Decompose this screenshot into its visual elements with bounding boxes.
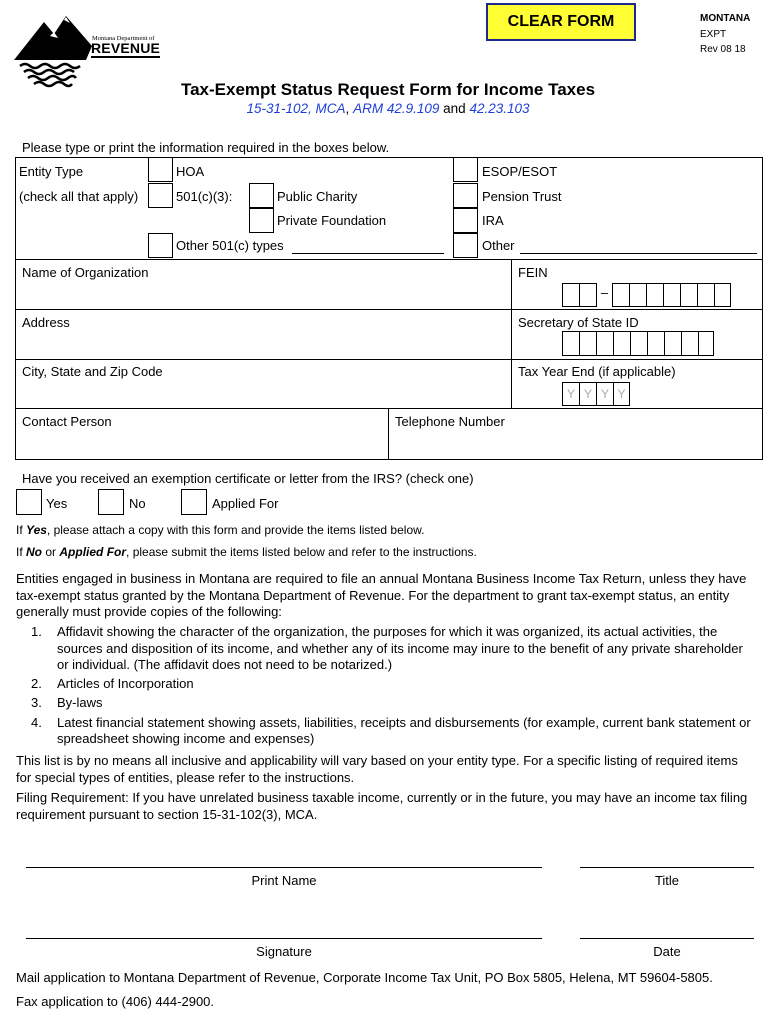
city-input[interactable] <box>20 380 506 406</box>
row-divider <box>15 408 763 409</box>
statute-comma: , <box>345 101 350 116</box>
list-item-text: Latest financial statement showing assets, liabilities, receipts and disbursements (for example, current bank statement or spreadsheet showing income and expenses) <box>57 714 751 746</box>
public-charity-checkbox[interactable] <box>249 183 274 208</box>
pension-trust-checkbox[interactable] <box>453 183 478 208</box>
requirements-list <box>16 624 756 748</box>
pension-trust-label: Pension Trust <box>482 189 562 204</box>
ira-label: IRA <box>482 213 504 228</box>
statute-link-arm2[interactable]: 42.23.103 <box>469 101 530 116</box>
list-item-text: Affidavit showing the character of the organization, the purposes for which it was organized, its actual activities, the sources and disposition of its income, and whether any of its income may inure to the benefit of any private shareholder or individual. (The affidavit does not need to be notarized.) <box>57 624 743 672</box>
private-foundation-label: Private Foundation <box>277 213 387 228</box>
irs-no-label: No <box>129 496 146 511</box>
fein-digit-box[interactable] <box>714 283 731 307</box>
entity-type-sublabel: (check all that apply) <box>19 189 139 204</box>
statute-link-mca[interactable]: 15-31-102, MCA <box>246 101 346 116</box>
sos-digit-box[interactable] <box>596 331 614 356</box>
public-charity-label: Public Charity <box>277 189 358 204</box>
org-name-label: Name of Organization <box>22 265 149 280</box>
sos-digit-box[interactable] <box>664 331 682 356</box>
list-item <box>16 695 756 712</box>
title-label: Title <box>654 873 680 888</box>
row-divider <box>15 309 763 310</box>
statute-link-arm[interactable]: ARM 42.9.109 <box>353 101 440 116</box>
yes-note-em: Yes <box>26 523 47 537</box>
fein-digit-box[interactable] <box>612 283 630 307</box>
address-input[interactable] <box>20 330 506 356</box>
statute-and: and <box>443 101 466 116</box>
no-note-if: If <box>16 545 23 559</box>
clear-form-button[interactable] <box>486 3 636 41</box>
form-state: MONTANA <box>700 13 751 24</box>
list-item-text: By-laws <box>57 695 103 710</box>
yes-note <box>16 523 424 537</box>
revision: Rev 08 18 <box>700 44 746 55</box>
statute-references <box>0 101 776 116</box>
col-divider <box>511 259 512 409</box>
intro-paragraph: Entities engaged in business in Montana are required to file an annual Montana Business Income Tax Return, unless they have tax-exempt status granted by the Montana Department of Revenue. For the department to grant tax-exempt status, an entity generally must provide copies of the following: <box>16 571 747 619</box>
disclaimer-paragraph: This list is by no means all inclusive and applicability will vary based on your entity type. For a specific listing of required items for special types of entities, please refer to the instructions. <box>16 753 738 785</box>
fax-instructions: Fax application to (406) 444-2900. <box>16 994 215 1009</box>
sos-id-input[interactable] <box>562 331 714 356</box>
501c3-checkbox[interactable] <box>148 183 173 208</box>
list-item-text: Articles of Incorporation <box>57 675 194 691</box>
other-501c-input[interactable] <box>292 253 444 254</box>
fein-dash: – <box>600 285 609 300</box>
signature-line[interactable] <box>26 938 542 939</box>
print-name-line[interactable] <box>26 867 542 868</box>
no-note-em1: No <box>26 545 43 559</box>
sos-digit-box[interactable] <box>630 331 648 356</box>
year-digit-box[interactable]: Y <box>579 382 597 406</box>
no-note <box>16 545 477 559</box>
irs-yes-label: Yes <box>46 496 68 511</box>
other-501c-label: Other 501(c) types <box>176 238 284 253</box>
yes-note-if: If <box>16 523 23 537</box>
list-item-number: 1. <box>31 624 42 639</box>
irs-yes-checkbox[interactable] <box>16 489 42 515</box>
sos-digit-box[interactable] <box>681 331 699 356</box>
other-501c-checkbox[interactable] <box>148 233 173 258</box>
esop-checkbox[interactable] <box>453 157 478 182</box>
col-divider <box>388 408 389 460</box>
sos-digit-box[interactable] <box>698 331 714 356</box>
instructions-text: Please type or print the information required in the boxes below. <box>22 140 390 155</box>
logo-big-text: REVENUE <box>91 40 161 56</box>
sos-digit-box[interactable] <box>562 331 580 356</box>
date-line[interactable] <box>580 938 754 939</box>
logo-small-text: Montana Department of <box>92 35 155 42</box>
list-item-number: 4. <box>31 714 42 730</box>
telephone-input[interactable] <box>393 430 757 456</box>
ira-checkbox[interactable] <box>453 208 478 233</box>
esop-label: ESOP/ESOT <box>482 164 558 179</box>
sos-digit-box[interactable] <box>613 331 631 356</box>
print-name-label: Print Name <box>251 873 317 888</box>
fein-input[interactable] <box>562 283 730 307</box>
row-divider <box>15 359 763 360</box>
sos-id-label: Secretary of State ID <box>518 315 639 330</box>
irs-applied-label: Applied For <box>212 496 279 511</box>
list-item <box>16 624 756 674</box>
tax-year-end-label: Tax Year End (if applicable) <box>518 364 676 379</box>
sos-digit-box[interactable] <box>579 331 597 356</box>
row-divider <box>15 259 763 260</box>
mail-instructions: Mail application to Montana Department of Revenue, Corporate Income Tax Unit, PO Box 5805, Helena, MT 59604-5805. <box>16 970 713 985</box>
fein-digit-box[interactable] <box>562 283 580 307</box>
private-foundation-checkbox[interactable] <box>249 208 274 233</box>
list-item <box>16 676 756 693</box>
other-input[interactable] <box>520 253 757 254</box>
irs-no-checkbox[interactable] <box>98 489 124 515</box>
date-label: Date <box>653 944 681 959</box>
yes-note-text: , please attach a copy with this form and provide the items listed below. <box>46 523 425 537</box>
contact-person-input[interactable] <box>20 430 384 456</box>
list-item-number: 3. <box>31 695 42 710</box>
fein-digit-box[interactable] <box>697 283 715 307</box>
page-title: Tax-Exempt Status Request Form for Income Taxes <box>180 80 596 99</box>
no-note-text: , please submit the items listed below and refer to the instructions. <box>126 545 477 559</box>
irs-applied-checkbox[interactable] <box>181 489 207 515</box>
telephone-label: Telephone Number <box>395 414 505 429</box>
fein-digit-box[interactable] <box>680 283 698 307</box>
year-digit-box[interactable]: Y <box>613 382 630 406</box>
org-name-input[interactable] <box>20 280 506 306</box>
year-digit-box[interactable]: Y <box>562 382 580 406</box>
entity-type-label: Entity Type <box>19 164 84 179</box>
other-label: Other <box>482 238 515 253</box>
fein-label: FEIN <box>518 265 548 280</box>
tax-year-end-input[interactable] <box>562 382 630 406</box>
list-item-number: 2. <box>31 675 42 691</box>
irs-question: Have you received an exemption certificate or letter from the IRS? (check one) <box>22 471 474 486</box>
contact-person-label: Contact Person <box>22 414 112 429</box>
filing-requirement-paragraph: Filing Requirement: If you have unrelated business taxable income, currently or in the future, you may have an income tax filing requirement pursuant to section 15-31-102(3), MCA. <box>16 790 748 822</box>
signature-label: Signature <box>256 944 312 959</box>
year-digit-box[interactable]: Y <box>596 382 614 406</box>
hoa-label: HOA <box>176 164 205 179</box>
other-checkbox[interactable] <box>453 233 478 258</box>
city-label: City, State and Zip Code <box>22 364 163 379</box>
address-label: Address <box>22 315 70 330</box>
hoa-checkbox[interactable] <box>148 157 173 182</box>
fein-digit-box[interactable] <box>629 283 647 307</box>
fein-digit-box[interactable] <box>663 283 681 307</box>
fein-digit-box[interactable] <box>579 283 597 307</box>
list-item <box>16 715 756 748</box>
sos-digit-box[interactable] <box>647 331 665 356</box>
form-code: EXPT <box>700 29 727 40</box>
fein-digit-box[interactable] <box>646 283 664 307</box>
no-note-or: or <box>45 545 57 559</box>
title-line[interactable] <box>580 867 754 868</box>
501c3-label: 501(c)(3): <box>176 189 233 204</box>
no-note-em2: Applied For <box>59 545 127 559</box>
clear-form-label: CLEAR FORM <box>507 13 615 30</box>
